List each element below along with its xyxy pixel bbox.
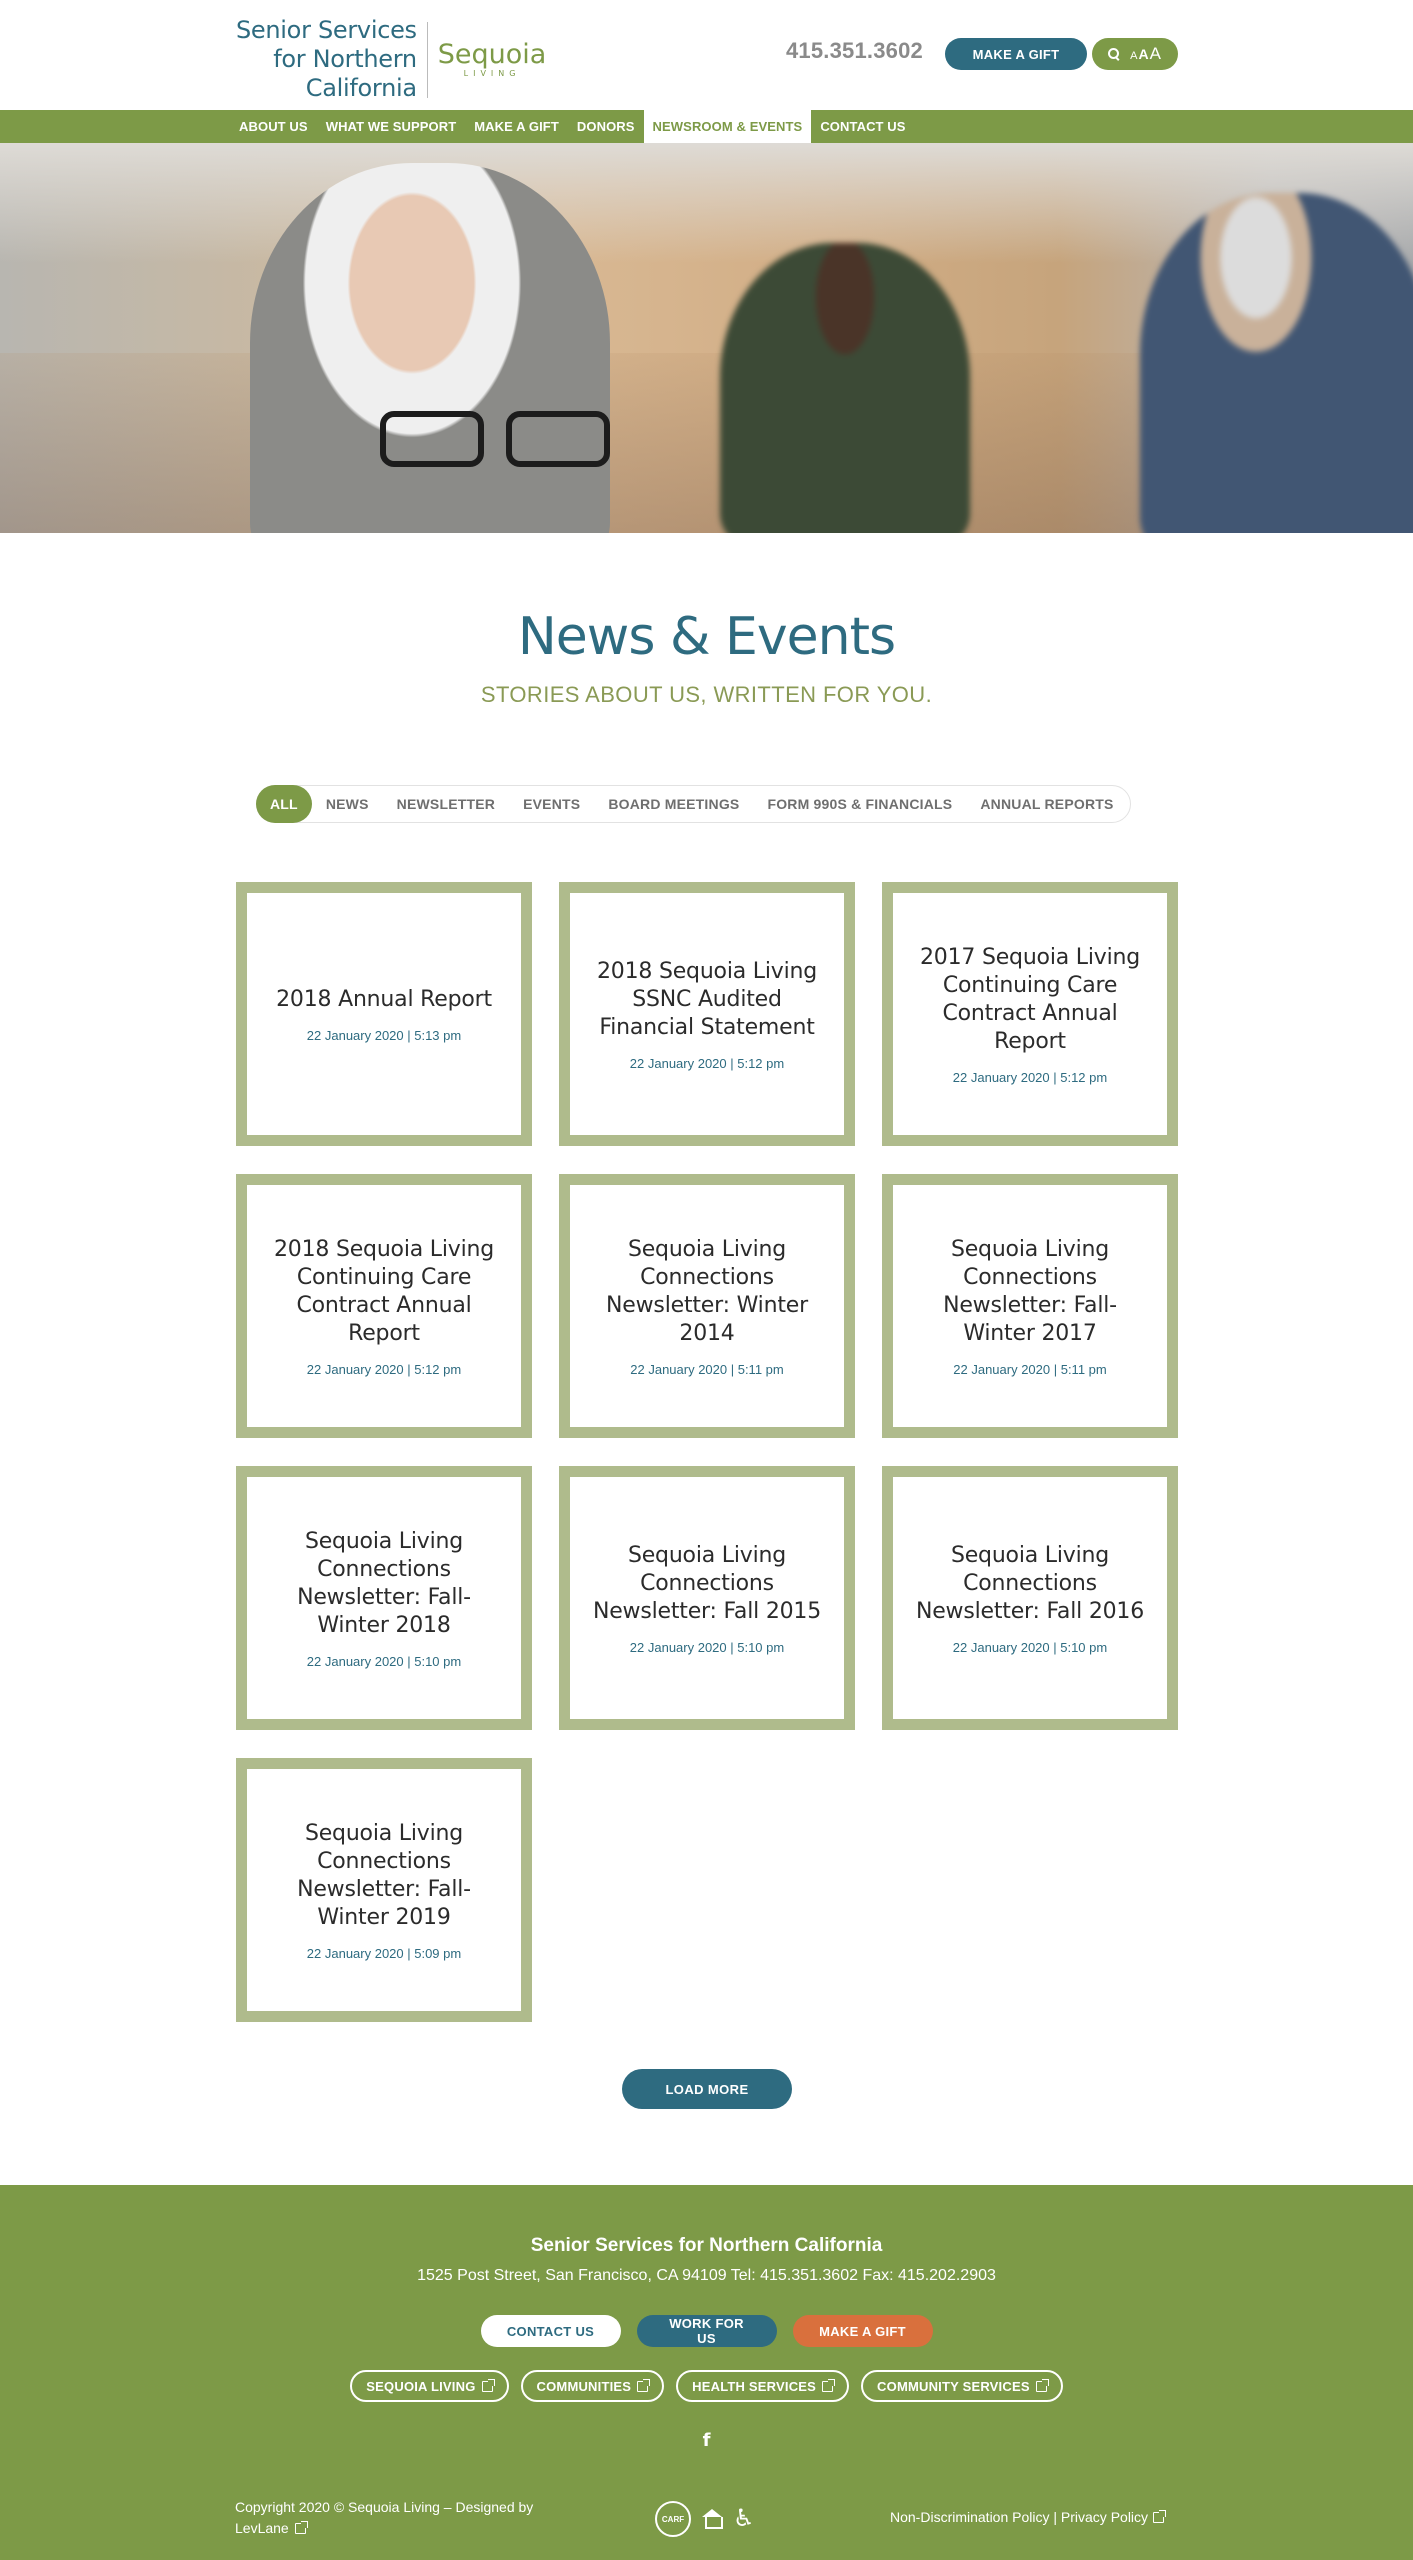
- post-card[interactable]: [882, 1174, 1178, 1438]
- site-header: [0, 0, 1413, 110]
- logo-divider: [427, 22, 428, 98]
- filter-newsletter[interactable]: NEWSLETTER: [396, 796, 496, 812]
- post-date: 22 January 2020 | 5:12 pm: [952, 1069, 1108, 1085]
- copyright: [235, 2497, 565, 2539]
- filter-news[interactable]: NEWS: [325, 796, 369, 812]
- external-link-icon: [1153, 2512, 1164, 2523]
- post-date: 22 January 2020 | 5:10 pm: [952, 1639, 1108, 1655]
- policy-links-text[interactable]: Non-Discrimination Policy | Privacy Policy: [890, 2509, 1149, 2525]
- external-link-icon: [1036, 2381, 1047, 2392]
- post-date: 22 January 2020 | 5:09 pm: [306, 1945, 462, 1961]
- filter-form-990s-financials[interactable]: FORM 990S & FINANCIALS: [767, 796, 953, 812]
- logo-sequoia-text: Sequoia: [437, 38, 547, 70]
- footer-link-sequoia-living[interactable]: [350, 2370, 508, 2402]
- logo-line-2: for Northern: [273, 45, 417, 73]
- filter-board-meetings[interactable]: BOARD MEETINGS: [608, 796, 740, 812]
- load-more-button[interactable]: LOAD MORE: [622, 2069, 792, 2109]
- external-link-icon: [482, 2381, 493, 2392]
- post-card[interactable]: [559, 882, 855, 1146]
- footer-org-name: Senior Services for Northern California: [530, 2235, 883, 2256]
- equal-housing-icon: [701, 2509, 723, 2529]
- logo-line-3: California: [305, 74, 417, 102]
- main-nav: [0, 110, 1413, 143]
- site-footer: [0, 2185, 1413, 2560]
- post-card[interactable]: [559, 1174, 855, 1438]
- text-size-icon[interactable]: AAA: [1130, 44, 1162, 63]
- nav-item-make-a-gift[interactable]: MAKE A GIFT: [474, 119, 559, 134]
- hero-image: [0, 143, 1413, 533]
- post-title[interactable]: 2018 Sequoia Living Continuing Care Contract Annual Report: [273, 1236, 495, 1346]
- header-tools: [1092, 38, 1178, 70]
- search-icon[interactable]: [1108, 48, 1120, 60]
- footer-link-communities[interactable]: [521, 2370, 665, 2402]
- post-date: 22 January 2020 | 5:13 pm: [306, 1027, 462, 1043]
- footer-external-links: [0, 2370, 1413, 2402]
- footer-address: 1525 Post Street, San Francisco, CA 94109 Tel: 415.351.3602 Fax: 415.202.2903: [417, 2267, 996, 2284]
- site-logo[interactable]: [236, 16, 546, 103]
- logo-line-1: Senior Services: [236, 16, 417, 44]
- footer-contact-button[interactable]: CONTACT US: [481, 2315, 621, 2347]
- post-card[interactable]: [882, 882, 1178, 1146]
- post-title[interactable]: Sequoia Living Connections Newsletter: Fall-Winter 2018: [297, 1528, 471, 1638]
- header-phone[interactable]: 415.351.3602: [786, 38, 923, 63]
- post-title[interactable]: Sequoia Living Connections Newsletter: Fall-Winter 2019: [297, 1820, 471, 1930]
- footer-link-label: COMMUNITY SERVICES: [877, 2378, 1030, 2394]
- post-title[interactable]: Sequoia Living Connections Newsletter: Fall 2015: [592, 1542, 822, 1624]
- footer-link-label: COMMUNITIES: [536, 2378, 632, 2394]
- nav-item-about-us[interactable]: ABOUT US: [239, 119, 308, 134]
- facebook-icon[interactable]: f: [702, 2430, 711, 2451]
- post-title[interactable]: Sequoia Living Connections Newsletter: Fall-Winter 2017: [943, 1236, 1117, 1346]
- policy-links: [890, 2509, 1164, 2525]
- accessibility-icon: ♿: [733, 2505, 755, 2532]
- footer-link-label: SEQUOIA LIVING: [366, 2378, 476, 2394]
- page-title: News & Events: [517, 607, 896, 667]
- footer-link-community-services[interactable]: [861, 2370, 1063, 2402]
- footer-link-health-services[interactable]: [676, 2370, 849, 2402]
- post-date: 22 January 2020 | 5:12 pm: [629, 1055, 785, 1071]
- post-title[interactable]: 2018 Annual Report: [276, 986, 492, 1012]
- filter-events[interactable]: EVENTS: [523, 796, 581, 812]
- post-card[interactable]: [559, 1466, 855, 1730]
- nav-item-what-we-support[interactable]: WHAT WE SUPPORT: [325, 119, 457, 134]
- sequoia-living-logo[interactable]: [437, 38, 547, 79]
- footer-gift-button[interactable]: MAKE A GIFT: [793, 2315, 933, 2347]
- make-a-gift-button[interactable]: MAKE A GIFT: [945, 38, 1087, 70]
- external-link-icon: [637, 2381, 648, 2392]
- nav-item-newsroom-events[interactable]: NEWSROOM & EVENTS: [644, 110, 812, 143]
- post-title[interactable]: Sequoia Living Connections Newsletter: Winter 2014: [606, 1236, 808, 1346]
- levlane-link[interactable]: LevLane: [235, 2520, 289, 2536]
- post-date: 22 January 2020 | 5:11 pm: [953, 1361, 1107, 1377]
- external-link-icon: [295, 2523, 306, 2534]
- copyright-text: Copyright 2020 © Sequoia Living – Designed by: [235, 2499, 534, 2515]
- post-title[interactable]: Sequoia Living Connections Newsletter: Fall 2016: [915, 1542, 1145, 1624]
- footer-work-button[interactable]: WORK FOR US: [637, 2315, 777, 2347]
- post-date: 22 January 2020 | 5:10 pm: [306, 1653, 462, 1669]
- footer-buttons: [0, 2315, 1413, 2347]
- logo-living-text: LIVING: [463, 68, 521, 78]
- post-title[interactable]: 2017 Sequoia Living Continuing Care Contract Annual Report: [919, 944, 1141, 1054]
- post-card[interactable]: [236, 882, 532, 1146]
- filter-all[interactable]: ALL: [256, 785, 312, 823]
- post-card[interactable]: [236, 1758, 532, 2022]
- category-filter-bar: [256, 785, 1131, 823]
- post-date: 22 January 2020 | 5:11 pm: [630, 1361, 784, 1377]
- accreditation-badges: [655, 2501, 755, 2537]
- carf-badge-icon: CARF: [655, 2501, 691, 2537]
- nav-item-donors[interactable]: DONORS: [576, 119, 635, 134]
- post-card[interactable]: [236, 1466, 532, 1730]
- footer-link-label: HEALTH SERVICES: [692, 2378, 817, 2394]
- nav-item-contact-us[interactable]: CONTACT US: [820, 119, 906, 134]
- post-card[interactable]: [236, 1174, 532, 1438]
- ssnc-logo[interactable]: [236, 16, 417, 103]
- post-card[interactable]: [882, 1466, 1178, 1730]
- external-link-icon: [822, 2381, 833, 2392]
- page-subtitle: STORIES ABOUT US, WRITTEN FOR YOU.: [480, 682, 933, 707]
- post-date: 22 January 2020 | 5:10 pm: [629, 1639, 785, 1655]
- post-date: 22 January 2020 | 5:12 pm: [306, 1361, 462, 1377]
- filter-annual-reports[interactable]: ANNUAL REPORTS: [980, 796, 1114, 812]
- post-title[interactable]: 2018 Sequoia Living SSNC Audited Financial Statement: [596, 958, 818, 1040]
